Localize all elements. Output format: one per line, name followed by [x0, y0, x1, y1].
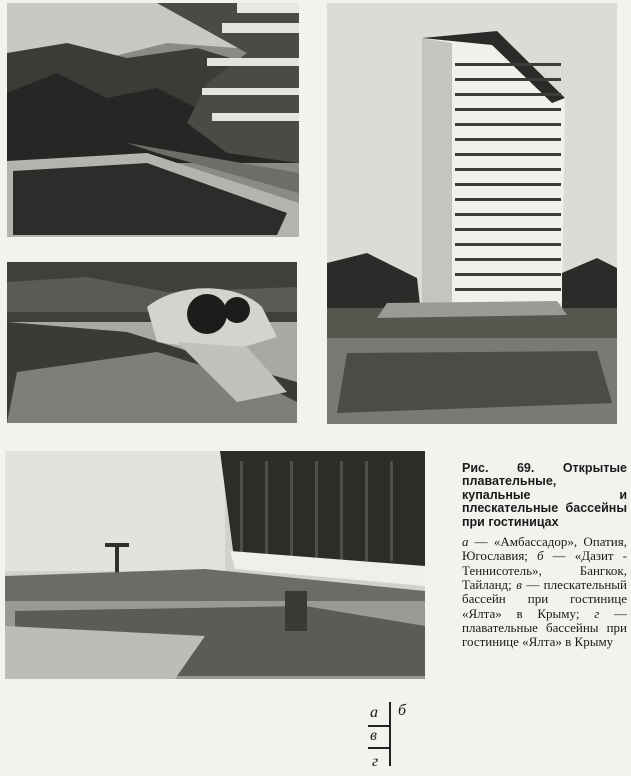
caption-text-b: — «Дазит - Теннисотель», Бангкок, Тайланд;: [462, 548, 628, 592]
photo-a-ambassador-pool: [7, 3, 299, 237]
key-label-a: а: [370, 704, 378, 721]
layout-key: [360, 700, 420, 776]
caption-letter-a: а: [462, 534, 469, 550]
photo-b-dusit-pool: [7, 262, 297, 423]
key-divider-2: [368, 747, 390, 749]
photo-g-yalta-pools: [5, 451, 425, 679]
key-label-v: в: [370, 727, 377, 744]
caption-letter-v: в: [516, 576, 522, 592]
caption-text-v: — плескательный бассейн при гостинице «Ялта» в Крыму;: [462, 576, 627, 621]
caption-letter-b: б: [537, 548, 544, 564]
key-label-g: г: [372, 753, 379, 770]
caption-text-a: — «Амбассадор», Опатия, Югославия;: [462, 534, 627, 564]
caption-body: [462, 535, 627, 649]
photo-v-yalta-hotel-tower: [327, 3, 617, 424]
key-label-b: б: [398, 702, 407, 719]
key-divider-vertical: [389, 702, 391, 766]
caption-title: Рис. 69. Открытые плавательные, купальные и плескательные бассейны при гостиницах: [462, 461, 627, 529]
figure-caption: [462, 462, 627, 649]
caption-letter-g: г: [594, 605, 600, 621]
caption-text-g: — плавательные бассейны при гостинице «Ялта» в Крыму: [462, 605, 627, 650]
